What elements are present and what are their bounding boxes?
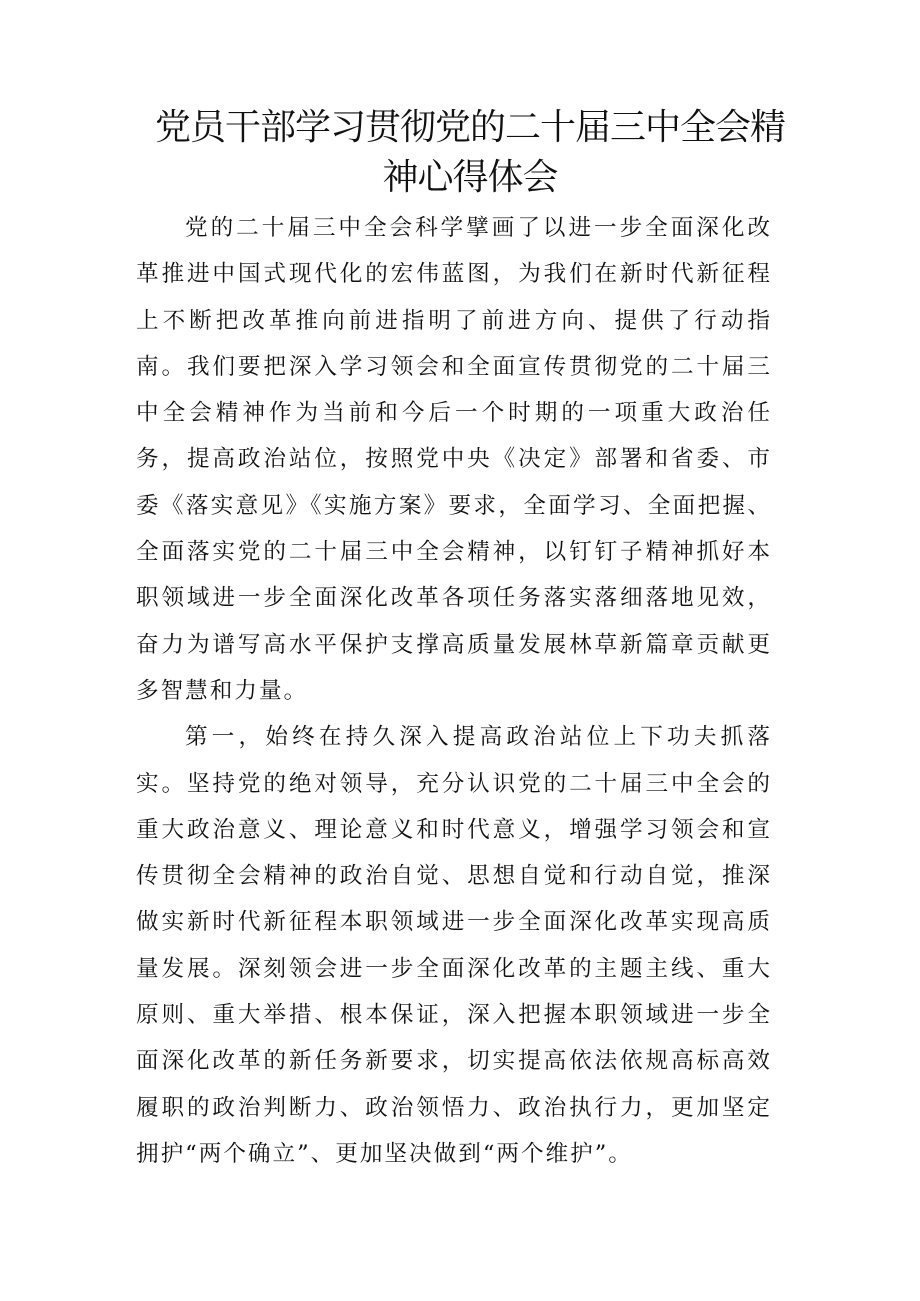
paragraph-first-point: 第一，始终在持久深入提高政治站位上下功夫抓落实。坚持党的绝对领导，充分认识党的二十届三中全会的重大政治意义、理论意义和时代意义，增强学习领会和宣传贯彻全会精神的政治自觉、思想自觉和行动自觉，推深做实新时代新征程本职领域进一步全面深化改革实现高质量发展。深刻领会进一步全面深化改革的主题主线、重大原则、重大举措、根本保证，深入把握本职领域进一步全面深化改革的新任务新要求，切实提高依法依规高标高效履职的政治判断力、政治领悟力、政治执行力，更加坚定拥护“两个确立”、更加坚决做到“两个维护”。 [136,724,772,1167]
document-body [136,205,772,1177]
paragraph-intro: 党的二十届三中全会科学擘画了以进一步全面深化改革推进中国式现代化的宏伟蓝图，为我们在新时代新征程上不断把改革推向前进指明了前进方向、提供了行动指南。我们要把深入学习领会和全面宣传贯彻党的二十届三中全会精神作为当前和今后一个时期的一项重大政治任务，提高政治站位，按照党中央《决定》部署和省委、市委《落实意见》《实施方案》要求，全面学习、全面把握、全面落实党的二十届三中全会精神，以钉钉子精神抓好本职领域进一步全面深化改革各项任务落实落细落地见效，奋力为谱写高水平保护支撑高质量发展林草新篇章贡献更多智慧和力量。 [136,215,772,704]
document-title: 党员干部学习贯彻党的二十届三中全会精神心得体会 [154,107,785,198]
